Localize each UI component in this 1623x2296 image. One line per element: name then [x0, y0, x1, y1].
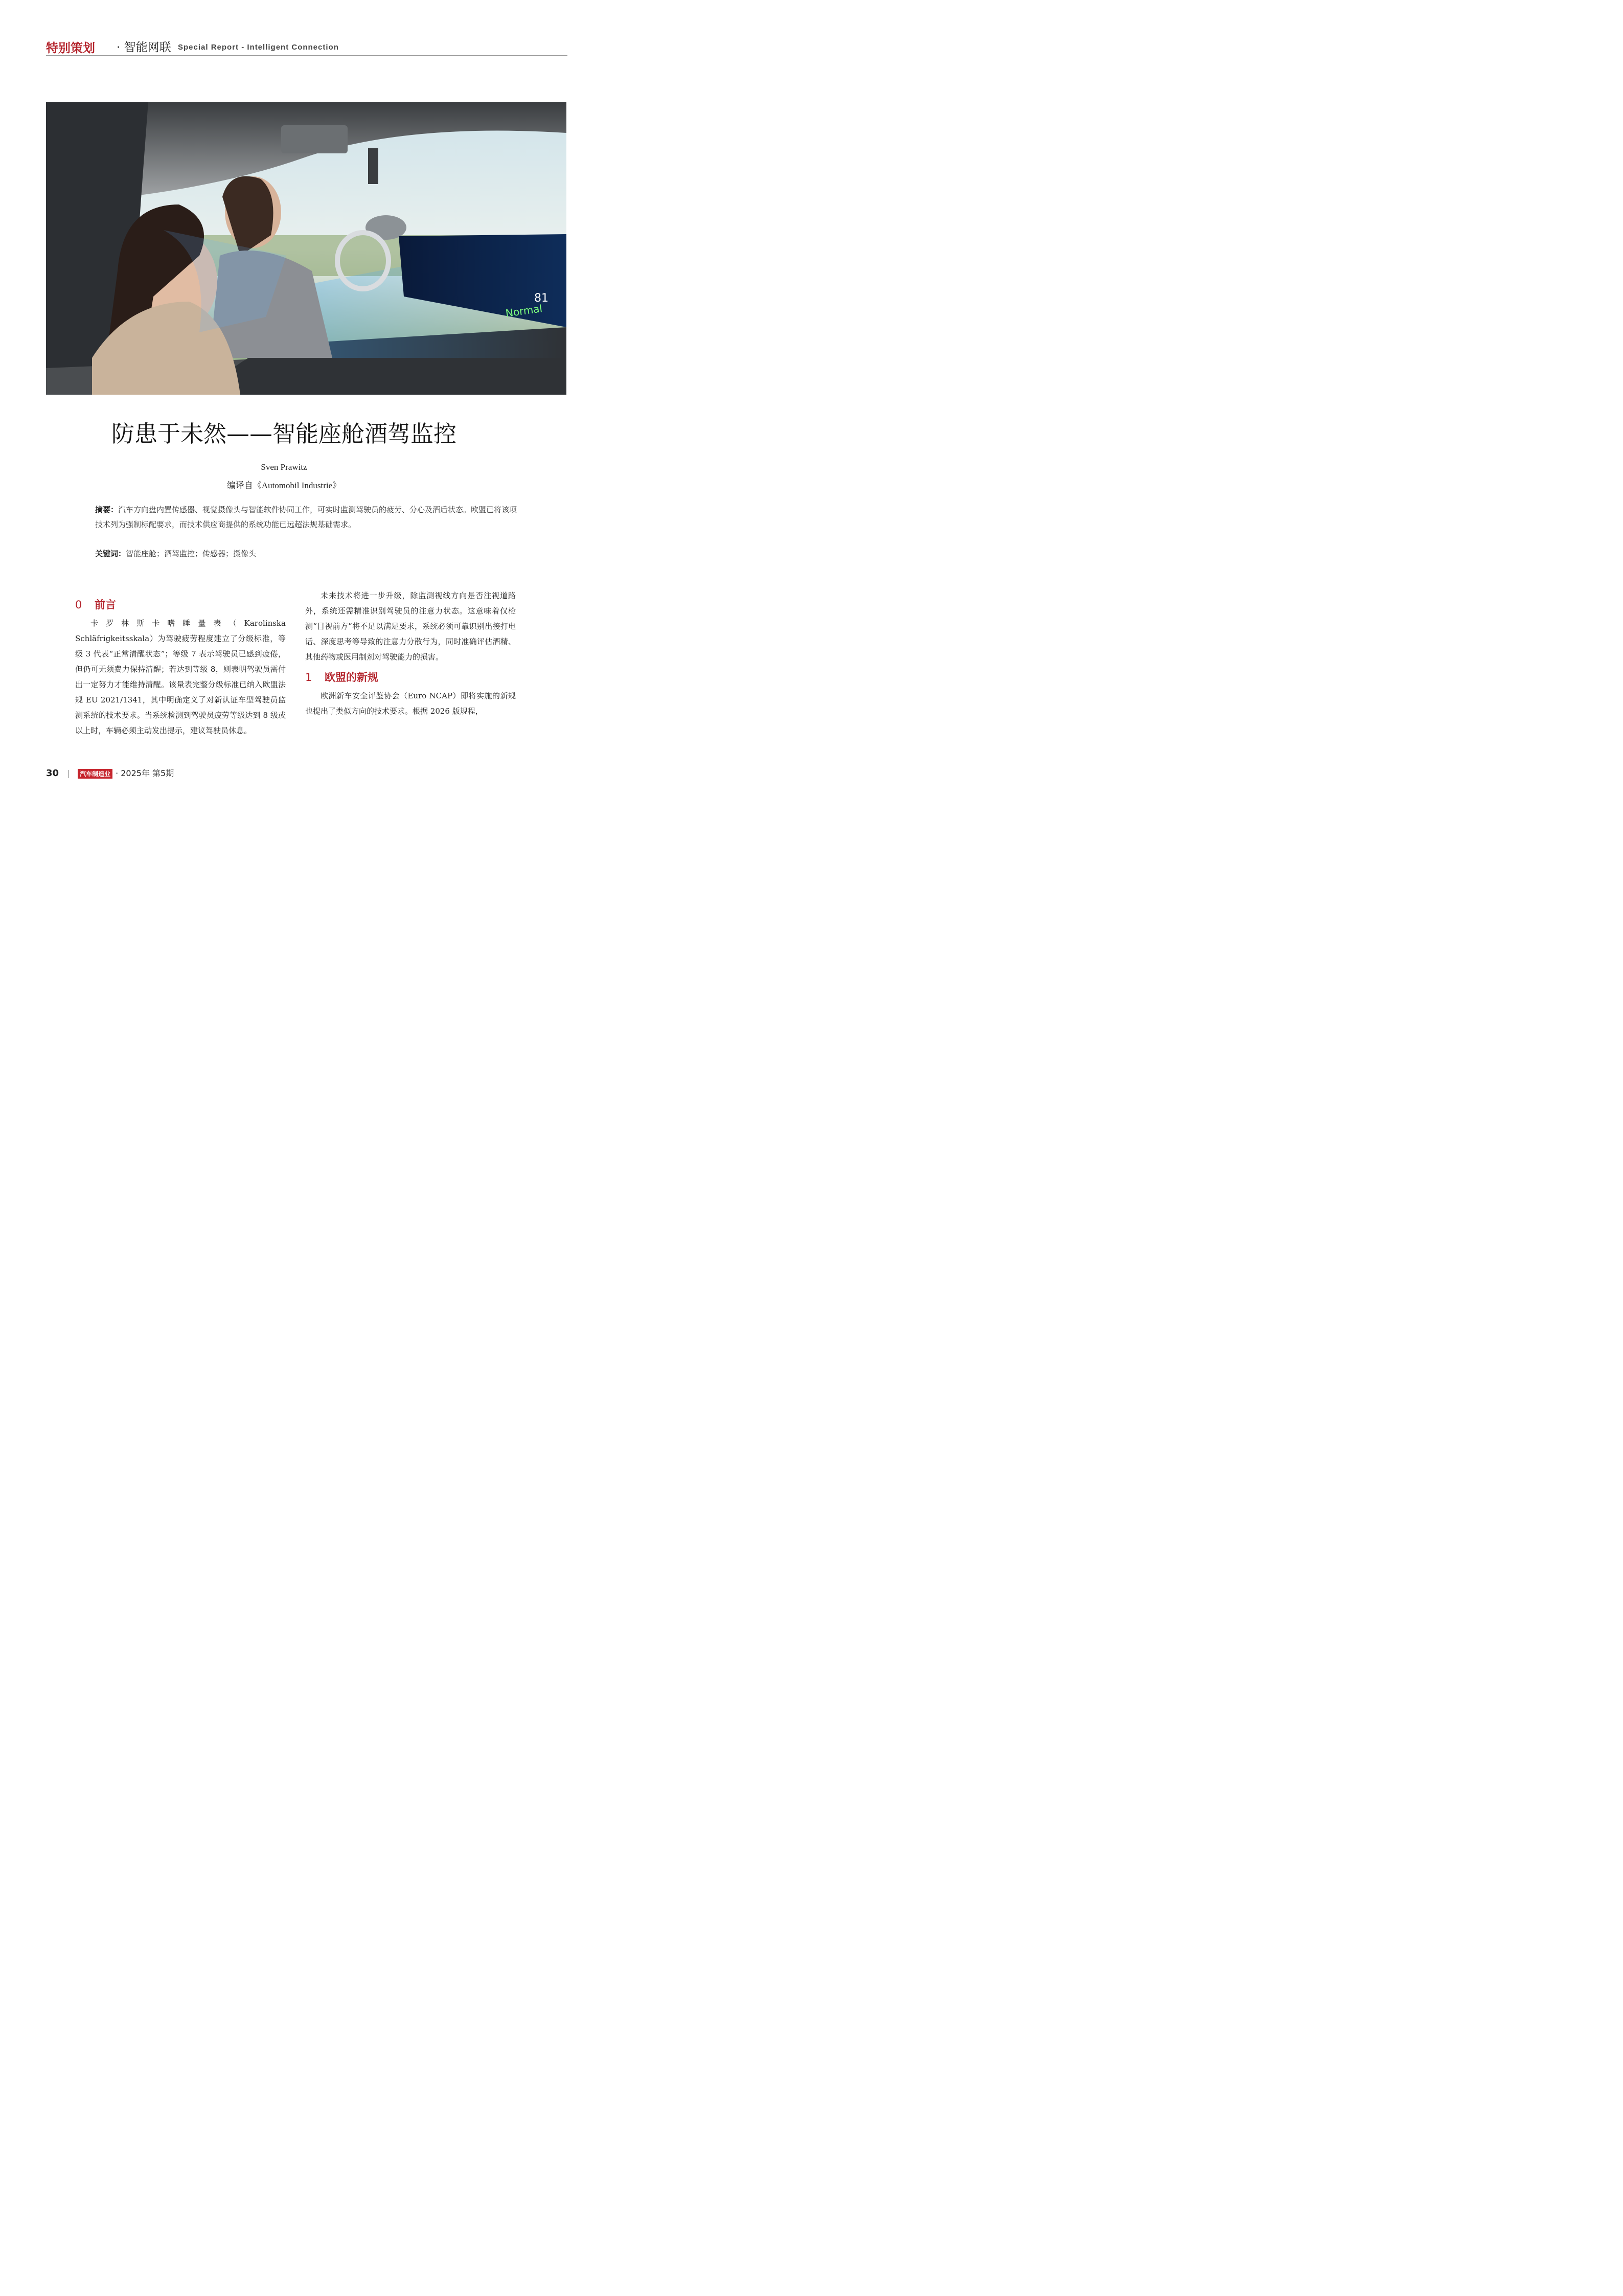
header-section: 特别策划: [46, 41, 95, 55]
paragraph: 未来技术将进一步升级，除监测视线方向是否注视道路外，系统还需精准识别驾驶员的注意力状态。这意味着仅检测“目视前方”将不足以满足要求，系统必须可靠识别出接打电话、深度思考等导致的注意力分散行为，同时准确评估酒精、其他药物或医用制剂对驾驶能力的损害。: [305, 591, 516, 662]
keywords-text: 智能座舱；酒驾监控；传感器；摄像头: [126, 549, 257, 558]
section-number: 0: [75, 599, 82, 611]
magazine-logo: 汽车制造业: [78, 769, 112, 779]
header-english: Special Report - Intelligent Connection: [178, 43, 339, 52]
page-number: 30: [46, 768, 59, 779]
article-author: Sven Prawitz: [261, 462, 307, 472]
keywords: [95, 548, 519, 559]
section-number: 1: [305, 671, 312, 684]
dashboard-status-text: Normal: [505, 302, 543, 320]
issue-info: · 2025年 第5期: [116, 768, 174, 778]
section-heading: [75, 597, 286, 612]
right-column: [305, 588, 516, 719]
abstract: [95, 503, 519, 532]
section-title: 欧盟的新规: [325, 671, 378, 684]
article-source: 编译自《Automobil Industrie》: [226, 481, 341, 490]
left-column: [75, 597, 286, 738]
dashboard-number: 81: [534, 292, 548, 305]
section-title: 前言: [95, 599, 116, 611]
hero-image: [46, 102, 566, 395]
paragraph: 卡罗林斯卡嗜睡量表（Karolinska Schläfrigkeitsskala）为驾驶疲劳程度建立了分级标准，等级 3 代表“正常清醒状态”；等级 7 表示驾驶员已感到疲倦，但仍可无须费力保持清醒；若达到等级 8，则表明驾驶员需付出一定努力才能维持清醒。该量表完整分级标准已纳入欧盟法规 EU 2021/1341，其中明确定义了对新认证车型驾驶员监测系统的技术要求。当系统检测到驾驶员疲劳等级达到 8 级或以上时，车辆必须主动发出提示，建议驾驶员休息。: [75, 619, 286, 735]
section-heading: [305, 670, 516, 685]
page-footer: [46, 767, 174, 782]
article-title: 防患于未然——智能座舱酒驾监控: [111, 420, 456, 447]
paragraph: 欧洲新车安全评鉴协会（Euro NCAP）即将实施的新规也提出了类似方向的技术要求。根据 2026 版规程，: [305, 691, 516, 716]
abstract-label: 摘要：: [95, 505, 119, 514]
keywords-label: 关键词：: [95, 549, 126, 558]
running-header: [46, 36, 567, 56]
abstract-text: 汽车方向盘内置传感器、视觉摄像头与智能软件协同工作，可实时监测驾驶员的疲劳、分心及酒后状态。欧盟已将该项技术列为强制标配要求，而技术供应商提供的系统功能已远超法规基础需求。: [95, 505, 517, 529]
header-topic: · 智能网联: [117, 41, 171, 54]
